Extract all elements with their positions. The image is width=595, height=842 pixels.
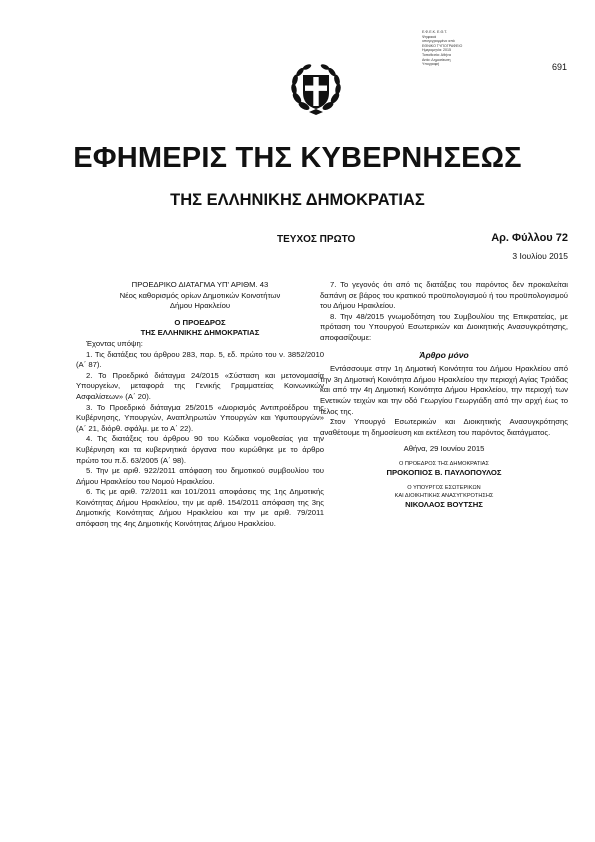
- minister-title: Ο ΥΠΟΥΡΓΟΣ ΕΣΩΤΕΡΙΚΩΝ: [407, 485, 481, 491]
- stamp-line: υπογεγραμμένο από: [422, 39, 455, 44]
- right-column: [320, 280, 568, 511]
- stamp-line: Αιτία: Δημοσίευση: [422, 57, 451, 62]
- considering-item: 6. Τις με αριθ. 72/2011 και 101/2011 αποφάσεις της 1ης Δημοτικής Κοινότητας Δήμου Ηρακλείου, την με αριθ. 154/2011 απόφαση της 3ης Δημοτικής Κοινότητας Δήμου Ηρακλείου και την με αριθ. 79/2011 απόφαση της 4ης Δημοτικής Κοινότητας Δήμου Ηρακλείου.: [76, 487, 324, 529]
- coat-of-arms-of-greece-icon: [287, 60, 345, 118]
- considering-item: 7. Το γεγονός ότι από τις διατάξεις του παρόντος δεν προκαλείται δαπάνη σε βάρος του κρατικού προϋπολογισμού ή του προϋπολογισμού του Δήμου Ηρακλείου.: [320, 280, 568, 311]
- stamp-line: ΕΘΝΙΚΟ ΤΥΠΟΓΡΑΦΕΙΟ: [422, 43, 463, 48]
- decree-title: Δήμου Ηρακλείου: [169, 301, 231, 311]
- issue-date: 3 Ιουλίου 2015: [512, 251, 568, 261]
- execution-clause: Στον Υπουργό Εσωτερικών και Διοικητικής Ανασυγκρότησης αναθέτουμε τη δημοσίευση και εκτέλεση του παρόντος διατάγματος.: [320, 417, 568, 437]
- considering-label: Έχοντας υπόψη:: [86, 338, 143, 348]
- president-heading: ΤΗΣ ΕΛΛΗΝΙΚΗΣ ΔΗΜΟΚΡΑΤΙΑΣ: [140, 328, 260, 338]
- stamp-line: Ημερομηνία: 2015: [422, 48, 452, 53]
- sheet-number: Αρ. Φύλλου 72: [491, 232, 568, 244]
- stamp-line: Υπογραφή: [422, 62, 440, 67]
- left-column: [76, 280, 324, 530]
- considering-item: 5. Την με αριθ. 922/2011 απόφαση του δημοτικού συμβουλίου του Δήμου Ηρακλείου του Νομού Ηρακλείου.: [76, 466, 324, 486]
- minister-name: ΝΙΚΟΛΑΟΣ ΒΟΥΤΣΗΣ: [405, 500, 483, 509]
- gazette-title: ΕΦΗΜΕΡΙΣ ΤΗΣ ΚΥΒΕΡΝΗΣΕΩΣ: [73, 142, 522, 174]
- decree-title: Νέος καθορισμός ορίων Δημοτικών Κοινοτήτων: [119, 290, 281, 300]
- considering-item: 2. Το Προεδρικό διάταγμα 24/2015 «Σύσταση και μετονομασία Υπουργείων, μεταφορά της Γενικής Γραμματείας Κοινωνικών Ασφαλίσεων» (Α΄ 20).: [76, 370, 324, 401]
- stamp-line: Ψηφιακά: [422, 34, 437, 39]
- considering-item: 8. Την 48/2015 γνωμοδότηση του Συμβουλίου της Επικρατείας, με πρόταση του Υπουργού Εσωτερικών και Διοικητικής Ανασυγκρότησης, αποφασίζουμε:: [320, 311, 568, 342]
- considering-item: 1. Τις διατάξεις του άρθρου 283, παρ. 5, εδ. πρώτο του ν. 3852/2010 (Α΄ 87).: [76, 349, 324, 370]
- considering-item: 4. Τις διατάξεις του άρθρου 90 του Κώδικα νομοθεσίας για την Κυβέρνηση και τα κυβερνητικά όργανα που κυρώθηκε με το άρθρο πρώτο του π.δ. 63/2005 (Α΄ 98).: [76, 434, 324, 465]
- president-name: ΠΡΟΚΟΠΙΟΣ Β. ΠΑΥΛΟΠΟΥΛΟΣ: [386, 468, 502, 478]
- president-title: Ο ΠΡΟΕΔΡΟΣ ΤΗΣ ΔΗΜΟΚΡΑΤΙΑΣ: [399, 460, 489, 467]
- page-number: 691: [551, 62, 567, 72]
- article-heading: Άρθρο μόνο: [419, 349, 469, 360]
- president-heading: Ο ΠΡΟΕΔΡΟΣ: [174, 317, 226, 327]
- issue-label: ΤΕΥΧΟΣ ΠΡΩΤΟ: [277, 234, 356, 245]
- article-text: Εντάσσουμε στην 1η Δημοτική Κοινότητα του Δήμου Ηρακλείου από την 3η Δημοτική Κοινότητα Δήμου Ηρακλείου την περιοχή Αγίας Τριάδας και από την 4η Δημοτική Κοινότητα Δήμου Ηρακλείου, την περιοχή των Ενετικών τειχών και την οδό Γεωργίου Γεωργιάδη από την αρχή έως το τέλος της.: [320, 364, 568, 416]
- considering-item: 3. Το Προεδρικό διάταγμα 25/2015 «Διορισμός Αντιπροέδρου της Κυβέρνησης, Υπουργών, Αναπληρωτών Υπουργών και Υφυπουργών» (Α΄ 21, διόρθ. σφάλμ. με το Α΄ 22).: [76, 402, 324, 433]
- stamp-line: Ε.Φ.Ε.Κ. Ε.Θ.Τ.: [422, 30, 448, 34]
- place-date: Αθήνα, 29 Ιουνίου 2015: [403, 444, 485, 454]
- stamp-line: Τοποθεσία: Αθήνα: [422, 52, 451, 57]
- decree-number: ΠΡΟΕΔΡΙΚΟ ΔΙΑΤΑΓΜΑ ΥΠ' ΑΡΙΘΜ. 43: [131, 280, 269, 289]
- minister-title: ΚΑΙ ΔΙΟΙΚΗΤΙΚΗΣ ΑΝΑΣΥΓΚΡΟΤΗΣΗΣ: [394, 492, 494, 499]
- gazette-subtitle: ΤΗΣ ΕΛΛΗΝΙΚΗΣ ΔΗΜΟΚΡΑΤΙΑΣ: [170, 191, 425, 209]
- digital-signature-stamp: [422, 30, 502, 67]
